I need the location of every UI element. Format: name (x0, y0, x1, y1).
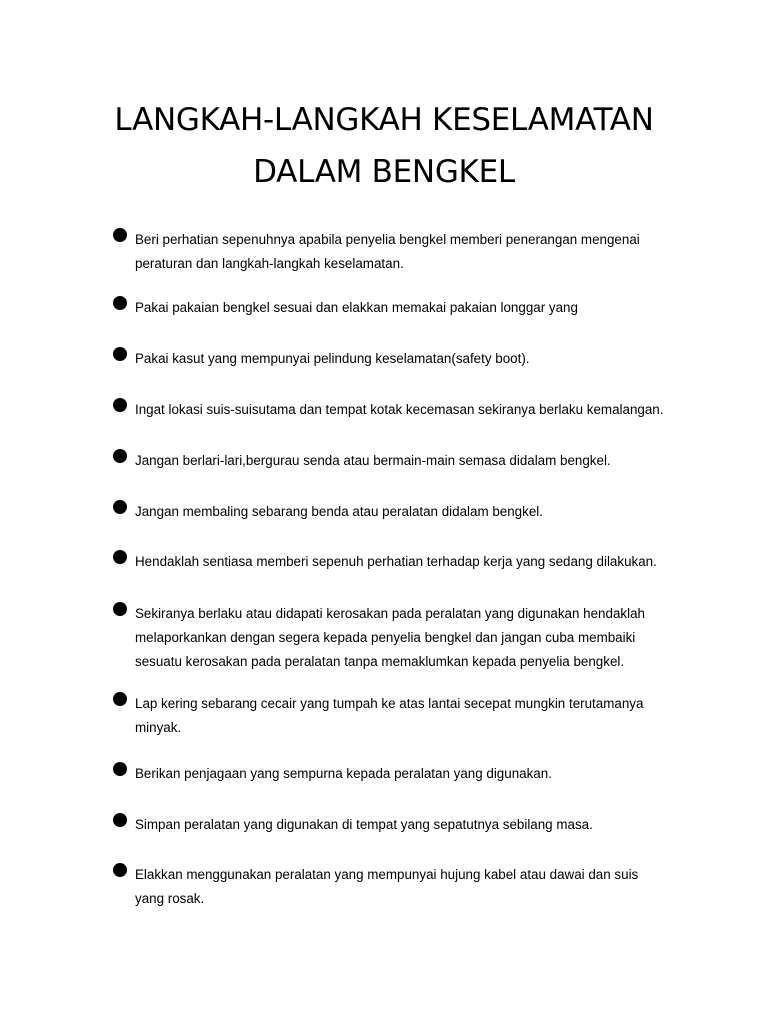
list-item-text (135, 296, 695, 320)
list-item-line: Sekiranya berlaku atau didapati kerosakan pada peralatan yang digunakan hendaklah (135, 606, 645, 621)
list-item-text (135, 398, 695, 422)
list-item-line: yang rosak. (135, 891, 205, 906)
list-item-text (135, 762, 695, 786)
bullet-icon (113, 602, 127, 616)
list-item-text (135, 602, 695, 674)
bullet-icon (113, 228, 127, 242)
bullet-icon (113, 398, 127, 412)
list-item-line: Pakai kasut yang mempunyai pelindung keselamatan(safety boot). (135, 351, 530, 366)
title-line: DALAM BENGKEL (253, 154, 515, 190)
bullet-icon (113, 500, 127, 514)
list-item-line: melaporkankan dengan segera kepada penyelia bengkel dan jangan cuba membaiki (135, 630, 636, 645)
list-item-line: Beri perhatian sepenuhnya apabila penyelia bengkel memberi penerangan mengenai (135, 232, 640, 247)
list-item-line: Berikan penjagaan yang sempurna kepada peralatan yang digunakan. (135, 766, 552, 781)
list-item-text (135, 347, 695, 371)
bullet-icon (113, 296, 127, 310)
list-item-text (135, 863, 695, 911)
title-line: LANGKAH-LANGKAH KESELAMATAN (114, 102, 654, 138)
list-item-line: Jangan berlari-lari,bergurau senda atau bermain-main semasa didalam bengkel. (135, 453, 611, 468)
list-item-text (135, 692, 695, 740)
bullet-icon (113, 550, 127, 564)
list-item-line: peraturan dan langkah-langkah keselamatan. (135, 256, 404, 271)
list-item-line: Ingat lokasi suis-suisutama dan tempat kotak kecemasan sekiranya berlaku kemalangan. (135, 402, 664, 417)
bullet-icon (113, 347, 127, 361)
bullet-icon (113, 762, 127, 776)
list-item-text (135, 228, 695, 276)
list-item-line: Lap kering sebarang cecair yang tumpah ke atas lantai secepat mungkin terutamanya (135, 696, 644, 711)
bullet-icon (113, 692, 127, 706)
list-item-line: Jangan membaling sebarang benda atau peralatan didalam bengkel. (135, 504, 543, 519)
list-item-text (135, 500, 695, 524)
bullet-icon (113, 813, 127, 827)
list-item-line: Hendaklah sentiasa memberi sepenuh perhatian terhadap kerja yang sedang dilakukan. (135, 554, 657, 569)
bullet-icon (113, 449, 127, 463)
bullet-icon (113, 863, 127, 877)
list-item-line: Simpan peralatan yang digunakan di tempat yang sepatutnya sebilang masa. (135, 817, 593, 832)
list-item-line: Elakkan menggunakan peralatan yang mempunyai hujung kabel atau dawai dan suis (135, 867, 639, 882)
list-item-line: Pakai pakaian bengkel sesuai dan elakkan memakai pakaian longgar yang (135, 300, 578, 315)
list-item-text (135, 449, 695, 473)
page-title (0, 94, 768, 198)
list-item-text (135, 813, 695, 837)
list-item-line: sesuatu kerosakan pada peralatan tanpa memaklumkan kepada penyelia bengkel. (135, 654, 625, 669)
list-item-line: minyak. (135, 720, 182, 735)
list-item-text (135, 550, 695, 574)
